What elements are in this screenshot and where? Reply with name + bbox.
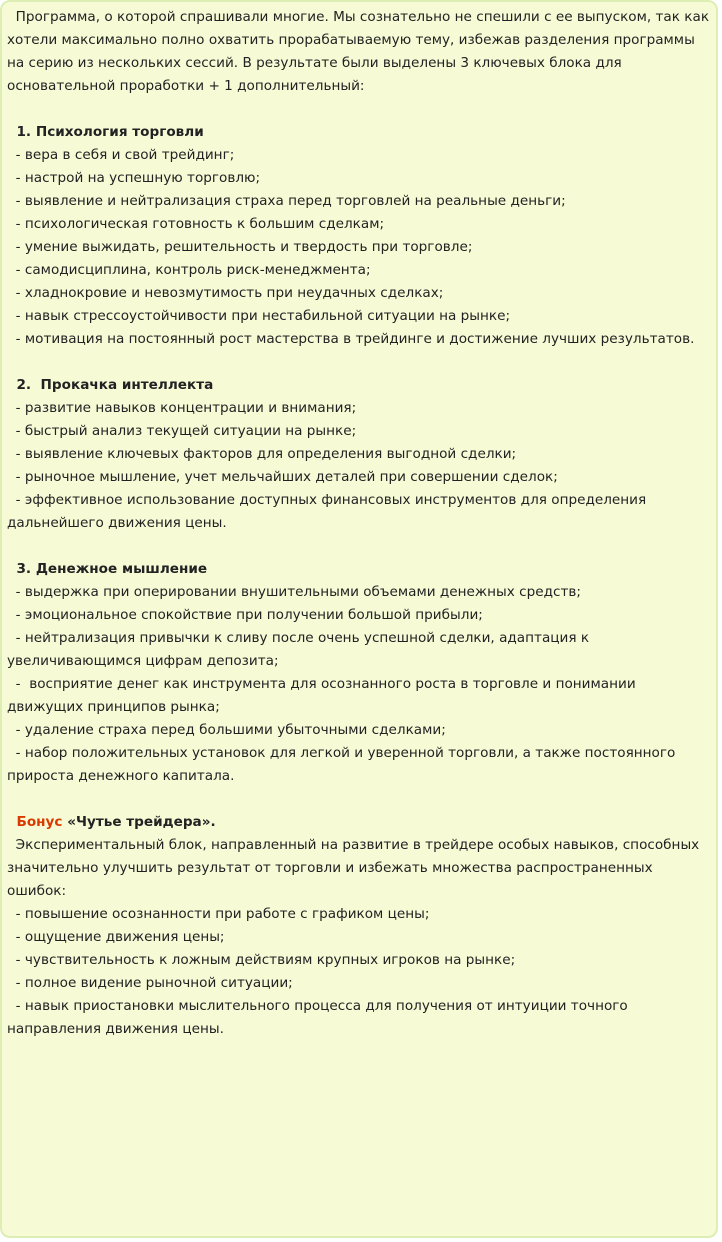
list-item: - эмоциональное спокойствие при получении большой прибыли; bbox=[7, 607, 483, 623]
list-item: - эффективное использование доступных финансовых инструментов для определения дальнейшего движения цены. bbox=[7, 492, 651, 531]
section-bonus bbox=[7, 811, 710, 1041]
intro-paragraph: Программа, о которой спрашивали многие. Мы сознательно не спешили с ее выпуском, так как хотели максимально полно охватить прорабатываемую тему, избежав разделения программы на серию из нескольких сессий. В результате были выделены 3 ключевых блока для основательной проработки + 1 дополнительный: bbox=[7, 9, 714, 94]
list-item: - умение выжидать, решительность и твердость при торговле; bbox=[7, 239, 473, 255]
list-item: - выявление и нейтрализация страха перед торговлей на реальные деньги; bbox=[7, 193, 566, 209]
list-item: - повышение осознанности при работе с графиком цены; bbox=[7, 906, 430, 922]
bonus-title bbox=[7, 811, 710, 834]
list-item: - набор положительных установок для легкой и уверенной торговли, а также постоянного прироста денежного капитала. bbox=[7, 745, 680, 784]
bonus-name: «Чутье трейдера». bbox=[62, 814, 216, 830]
list-item: - ощущение движения цены; bbox=[7, 929, 225, 945]
list-item: - выдержка при оперировании внушительными объемами денежных средств; bbox=[7, 584, 581, 600]
list-item: - навык приостановки мыслительного процесса для получения от интуиции точного направления движения цены. bbox=[7, 998, 633, 1037]
list-item: - настрой на успешную торговлю; bbox=[7, 170, 261, 186]
list-item: - навык стрессоустойчивости при нестабильной ситуации на рынке; bbox=[7, 308, 511, 324]
spacer bbox=[7, 351, 710, 374]
section-psychology bbox=[7, 121, 710, 351]
section-intellect bbox=[7, 374, 710, 535]
bonus-label: Бонус bbox=[16, 814, 63, 830]
section-money-mindset bbox=[7, 558, 710, 788]
list-item: - мотивация на постоянный рост мастерства в трейдинге и достижение лучших результатов. bbox=[7, 331, 695, 347]
bonus-description: Экспериментальный блок, направленный на развитие в трейдере особых навыков, способных значительно улучшить результат от торговли и избежать множества распространенных ошибок: bbox=[7, 837, 704, 899]
section-title: 3. Денежное мышление bbox=[7, 561, 208, 577]
list-item: - самодисциплина, контроль риск-менеджмента; bbox=[7, 262, 371, 278]
section-title: 1. Психология торговли bbox=[7, 124, 204, 140]
list-item: - удаление страха перед большими убыточными сделками; bbox=[7, 722, 446, 738]
list-item: - развитие навыков концентрации и внимания; bbox=[7, 400, 357, 416]
list-item: - хладнокровие и невозмутимость при неудачных сделках; bbox=[7, 285, 444, 301]
list-item: - рыночное мышление, учет мельчайших деталей при совершении сделок; bbox=[7, 469, 558, 485]
spacer bbox=[7, 535, 710, 558]
list-item: - выявление ключевых факторов для определения выгодной сделки; bbox=[7, 446, 517, 462]
list-item: - нейтрализация привычки к сливу после очень успешной сделки, адаптация к увеличивающимся цифрам депозита; bbox=[7, 630, 594, 669]
spacer bbox=[7, 788, 710, 811]
spacer bbox=[7, 98, 710, 121]
list-item: - психологическая готовность к большим сделкам; bbox=[7, 216, 385, 232]
list-item: - полное видение рыночной ситуации; bbox=[7, 975, 293, 991]
list-item: - чувствительность к ложным действиям крупных игроков на рынке; bbox=[7, 952, 516, 968]
list-item: - вера в себя и свой трейдинг; bbox=[7, 147, 235, 163]
list-item: - быстрый анализ текущей ситуации на рынке; bbox=[7, 423, 357, 439]
list-item: - восприятие денег как инструмента для осознанного роста в торговле и понимании движущих принципов рынка; bbox=[7, 676, 640, 715]
section-title: 2. Прокачка интеллекта bbox=[7, 377, 214, 393]
